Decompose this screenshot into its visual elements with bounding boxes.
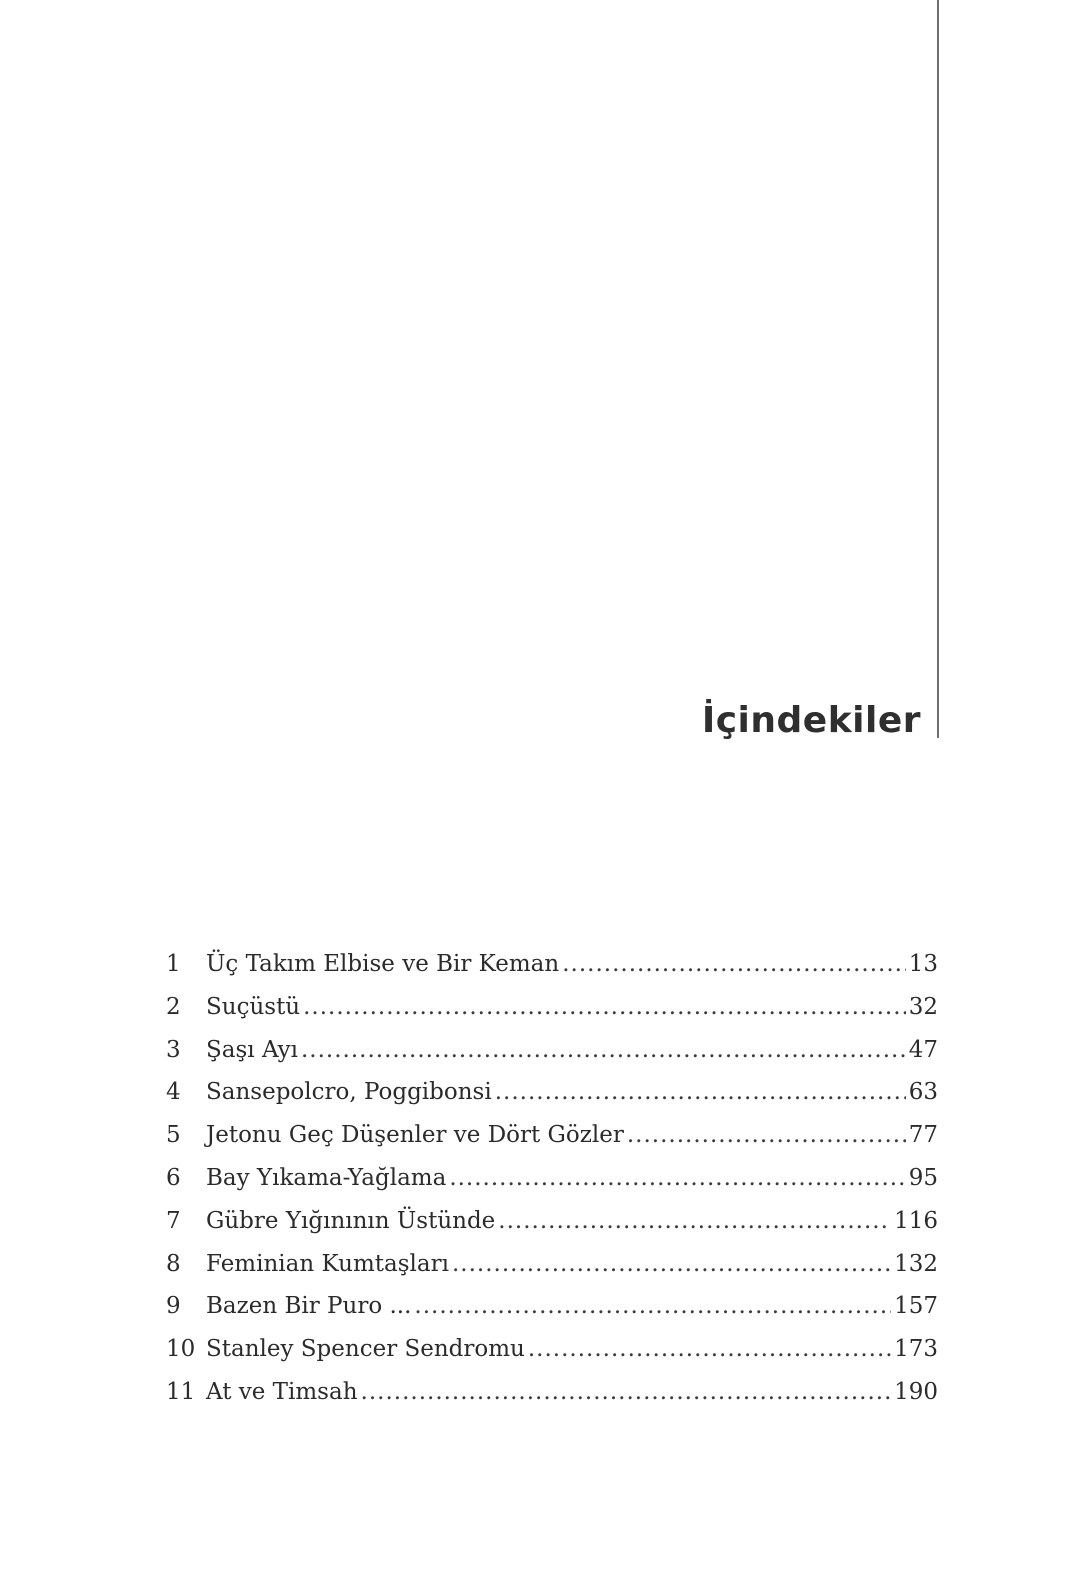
toc-entry — [166, 1371, 938, 1414]
page-title: İçindekiler — [701, 700, 921, 741]
toc-title: Şaşı Ayı — [206, 1036, 298, 1063]
toc-number: 5 — [166, 1122, 181, 1149]
toc-number: 2 — [166, 993, 181, 1020]
toc-page-number: 190 — [894, 1378, 938, 1405]
toc-entry — [166, 1243, 938, 1286]
toc-title: Gübre Yığınının Üstünde — [206, 1207, 496, 1234]
toc-title: Feminian Kumtaşları — [206, 1250, 449, 1277]
toc-entry — [166, 986, 938, 1029]
table-of-contents — [166, 943, 938, 1414]
toc-number: 10 — [166, 1336, 196, 1363]
dot-leader — [301, 1029, 906, 1072]
toc-entry — [166, 1285, 938, 1328]
toc-number: 4 — [166, 1079, 181, 1106]
toc-entry — [166, 1114, 938, 1157]
dot-leader — [562, 943, 906, 986]
toc-title: Bazen Bir Puro ... — [206, 1293, 412, 1320]
toc-title: At ve Timsah — [206, 1378, 358, 1405]
toc-number: 7 — [166, 1207, 181, 1234]
toc-number: 6 — [166, 1164, 181, 1191]
toc-title: Bay Yıkama-Yağlama — [206, 1164, 447, 1191]
toc-entry — [166, 1071, 938, 1114]
toc-number: 3 — [166, 1036, 181, 1063]
dot-leader — [361, 1371, 892, 1414]
toc-page-number: 77 — [908, 1122, 938, 1149]
toc-page-number: 47 — [908, 1036, 938, 1063]
toc-number: 11 — [166, 1378, 196, 1405]
dot-leader — [303, 986, 906, 1029]
dot-leader — [528, 1328, 891, 1371]
toc-number: 1 — [166, 951, 181, 977]
toc-entry — [166, 943, 938, 986]
toc-title: Stanley Spencer Sendromu — [206, 1336, 525, 1363]
toc-title: Üç Takım Elbise ve Bir Keman — [206, 951, 560, 977]
toc-number: 9 — [166, 1293, 181, 1320]
toc-title: Sansepolcro, Poggibonsi — [206, 1079, 492, 1106]
dot-leader — [627, 1114, 906, 1157]
toc-number: 8 — [166, 1250, 181, 1277]
toc-page-number: 63 — [908, 1079, 938, 1106]
dot-leader — [452, 1243, 891, 1286]
toc-page-number: 13 — [908, 951, 938, 977]
toc-entry — [166, 1200, 938, 1243]
toc-entry — [166, 1157, 938, 1200]
toc-entry — [166, 1029, 938, 1072]
toc-page-number: 116 — [894, 1207, 938, 1234]
toc-page-number: 157 — [894, 1293, 938, 1320]
toc-page-number: 173 — [894, 1336, 938, 1363]
toc-page-number: 95 — [908, 1164, 938, 1191]
toc-title: Jetonu Geç Düşenler ve Dört Gözler — [206, 1122, 624, 1149]
dot-leader — [498, 1200, 891, 1243]
toc-page-number: 132 — [894, 1250, 938, 1277]
dot-leader — [495, 1071, 906, 1114]
vertical-rule — [937, 0, 939, 738]
toc-title: Suçüstü — [206, 993, 301, 1020]
toc-page-number: 32 — [908, 993, 938, 1020]
toc-entry — [166, 1328, 938, 1371]
dot-leader — [414, 1285, 891, 1328]
dot-leader — [449, 1157, 905, 1200]
